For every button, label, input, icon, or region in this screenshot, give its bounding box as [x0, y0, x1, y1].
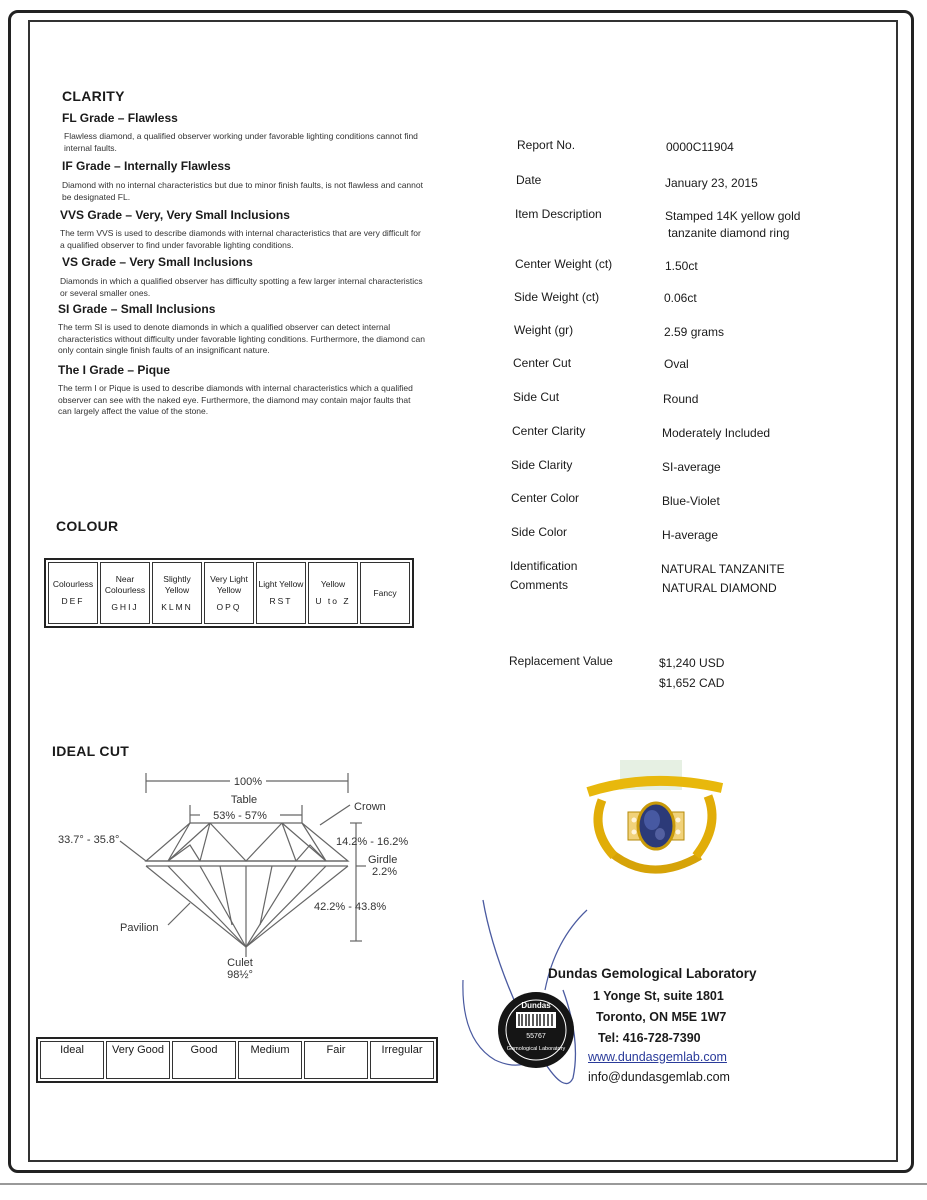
colour-cell: Colourless DEF — [48, 562, 98, 624]
weight-gr-value: 2.59 grams — [664, 325, 725, 339]
date-value: January 23, 2015 — [665, 176, 758, 190]
clarity-heading: CLARITY — [62, 88, 125, 104]
ideal-cut-heading: IDEAL CUT — [52, 743, 130, 759]
side-clarity-value: SI-average — [662, 460, 721, 474]
colour-cell: Light Yellow RST — [256, 562, 306, 624]
colour-cell: Fancy — [360, 562, 410, 624]
lab-tel: Tel: 416-728-7390 — [598, 1031, 701, 1045]
crown-label: Crown — [354, 801, 386, 813]
side-clarity-label: Side Clarity — [511, 458, 573, 472]
seal-id: 55767 — [526, 1033, 546, 1040]
item-description-value-2: tanzanite diamond ring — [668, 226, 790, 240]
side-cut-value: Round — [663, 392, 699, 406]
lab-address-2: Toronto, ON M5E 1W7 — [596, 1010, 727, 1024]
identification-value: NATURAL TANZANITE — [661, 562, 785, 576]
grade-i-desc: The term I or Pique is used to describe diamonds with internal characteristics which a qualified observer can see with the naked eye. Furthermore, the diamond may contain major faults that can largely affect the value of the stone. — [58, 383, 413, 416]
date-label: Date — [516, 173, 542, 187]
center-weight-value: 1.50ct — [665, 259, 698, 273]
lab-address-1: 1 Yonge St, suite 1801 — [593, 989, 724, 1003]
report-no-label: Report No. — [517, 138, 576, 152]
crown-pct-label: 14.2% - 16.2% — [336, 836, 409, 848]
colour-heading: COLOUR — [56, 518, 119, 534]
grade-if-title: IF Grade – Internally Flawless — [62, 159, 231, 173]
center-cut-label: Center Cut — [513, 356, 572, 370]
culet-label: Culet — [227, 957, 253, 969]
lab-website-link[interactable]: www.dundasgemlab.com — [588, 1050, 727, 1064]
cut-grade-cell: Fair — [304, 1041, 368, 1079]
seal-title: Dundas — [521, 1001, 551, 1010]
ring-photo — [580, 760, 730, 885]
lab-seal — [496, 990, 576, 1070]
crown-angle-label: 33.7° - 35.8° — [58, 834, 120, 846]
lab-name: Dundas Gemological Laboratory — [548, 966, 757, 981]
center-clarity-label: Center Clarity — [512, 424, 586, 438]
grade-si-desc: The term SI is used to denote diamonds in which a qualified observer can detect internal characteristics without difficulty under favorable lighting conditions. Furthermore, the diamond can only contain single finish faults of an insignificant nature. — [58, 322, 425, 355]
item-description-label: Item Description — [515, 207, 602, 221]
girdle-pct-label: 2.2% — [372, 866, 398, 878]
comments-label: Comments — [510, 578, 569, 592]
cut-grade-cell: Very Good — [106, 1041, 170, 1079]
colour-cell: Near Colourless GHIJ — [100, 562, 150, 624]
side-color-label: Side Color — [511, 525, 568, 539]
replacement-cad: $1,652 CAD — [659, 676, 725, 690]
table-pct-label: 53% - 57% — [213, 810, 267, 822]
cut-grade-cell: Irregular — [370, 1041, 434, 1079]
report-no-value: 0000C11904 — [666, 140, 734, 154]
center-clarity-value: Moderately Included — [662, 426, 771, 440]
girdle-label: Girdle — [368, 854, 398, 866]
cut-grade-cell: Medium — [238, 1041, 302, 1079]
pavilion-pct-label: 42.2% - 43.8% — [314, 901, 387, 913]
item-description-value: Stamped 14K yellow gold — [665, 209, 801, 223]
center-color-label: Center Color — [511, 491, 580, 505]
colour-cell: Slightly Yellow KLMN — [152, 562, 202, 624]
side-cut-label: Side Cut — [513, 390, 560, 404]
cut-grade-scale — [36, 1037, 438, 1083]
seal-ring-text: Gemological Laboratory — [506, 1046, 566, 1052]
side-weight-value: 0.06ct — [664, 291, 697, 305]
identification-label: Identification — [510, 559, 578, 573]
side-weight-label: Side Weight (ct) — [514, 290, 600, 304]
grade-i-title: The I Grade – Pique — [58, 363, 171, 377]
center-color-value: Blue-Violet — [662, 494, 720, 508]
culet-pct-label: 98½° — [227, 969, 253, 981]
side-color-value: H-average — [662, 528, 719, 542]
center-cut-value: Oval — [664, 357, 689, 371]
grade-si-title: SI Grade – Small Inclusions — [58, 302, 216, 316]
colour-scale-table — [44, 558, 414, 628]
width-label: 100% — [233, 776, 263, 788]
cut-grade-cell: Ideal — [40, 1041, 104, 1079]
comments-value: NATURAL DIAMOND — [662, 581, 777, 595]
replacement-value-label: Replacement Value — [509, 654, 613, 668]
grade-vvs-desc: The term VVS is used to describe diamonds with internal characteristics that are very difficult for a qualified observer to find under favorable lighting conditions. — [60, 228, 421, 250]
page-edge-line — [0, 1183, 927, 1185]
grade-vs-desc: Diamonds in which a qualified observer has difficulty spotting a few larger internal characteristics or several smaller ones. — [60, 276, 423, 298]
table-label: Table — [230, 794, 258, 806]
grade-vs-title: VS Grade – Very Small Inclusions — [62, 255, 253, 269]
center-weight-label: Center Weight (ct) — [515, 257, 613, 271]
grade-fl-title: FL Grade – Flawless — [62, 111, 178, 125]
weight-gr-label: Weight (gr) — [514, 323, 574, 337]
grade-fl-desc: Flawless diamond, a qualified observer working under favorable lighting conditions cannot find internal faults. — [64, 131, 418, 153]
colour-cell: Yellow U to Z — [308, 562, 358, 624]
diamond-cut-diagram — [50, 765, 430, 990]
replacement-usd: $1,240 USD — [659, 656, 725, 670]
cut-grade-cell: Good — [172, 1041, 236, 1079]
grade-vvs-title: VVS Grade – Very, Very Small Inclusions — [60, 208, 290, 222]
lab-email[interactable]: info@dundasgemlab.com — [588, 1070, 730, 1084]
grade-if-desc: Diamond with no internal characteristics but due to minor finish faults, is not flawless and cannot be designated FL. — [62, 180, 423, 202]
colour-cell: Very Light Yellow OPQ — [204, 562, 254, 624]
pavilion-label: Pavilion — [120, 922, 159, 934]
